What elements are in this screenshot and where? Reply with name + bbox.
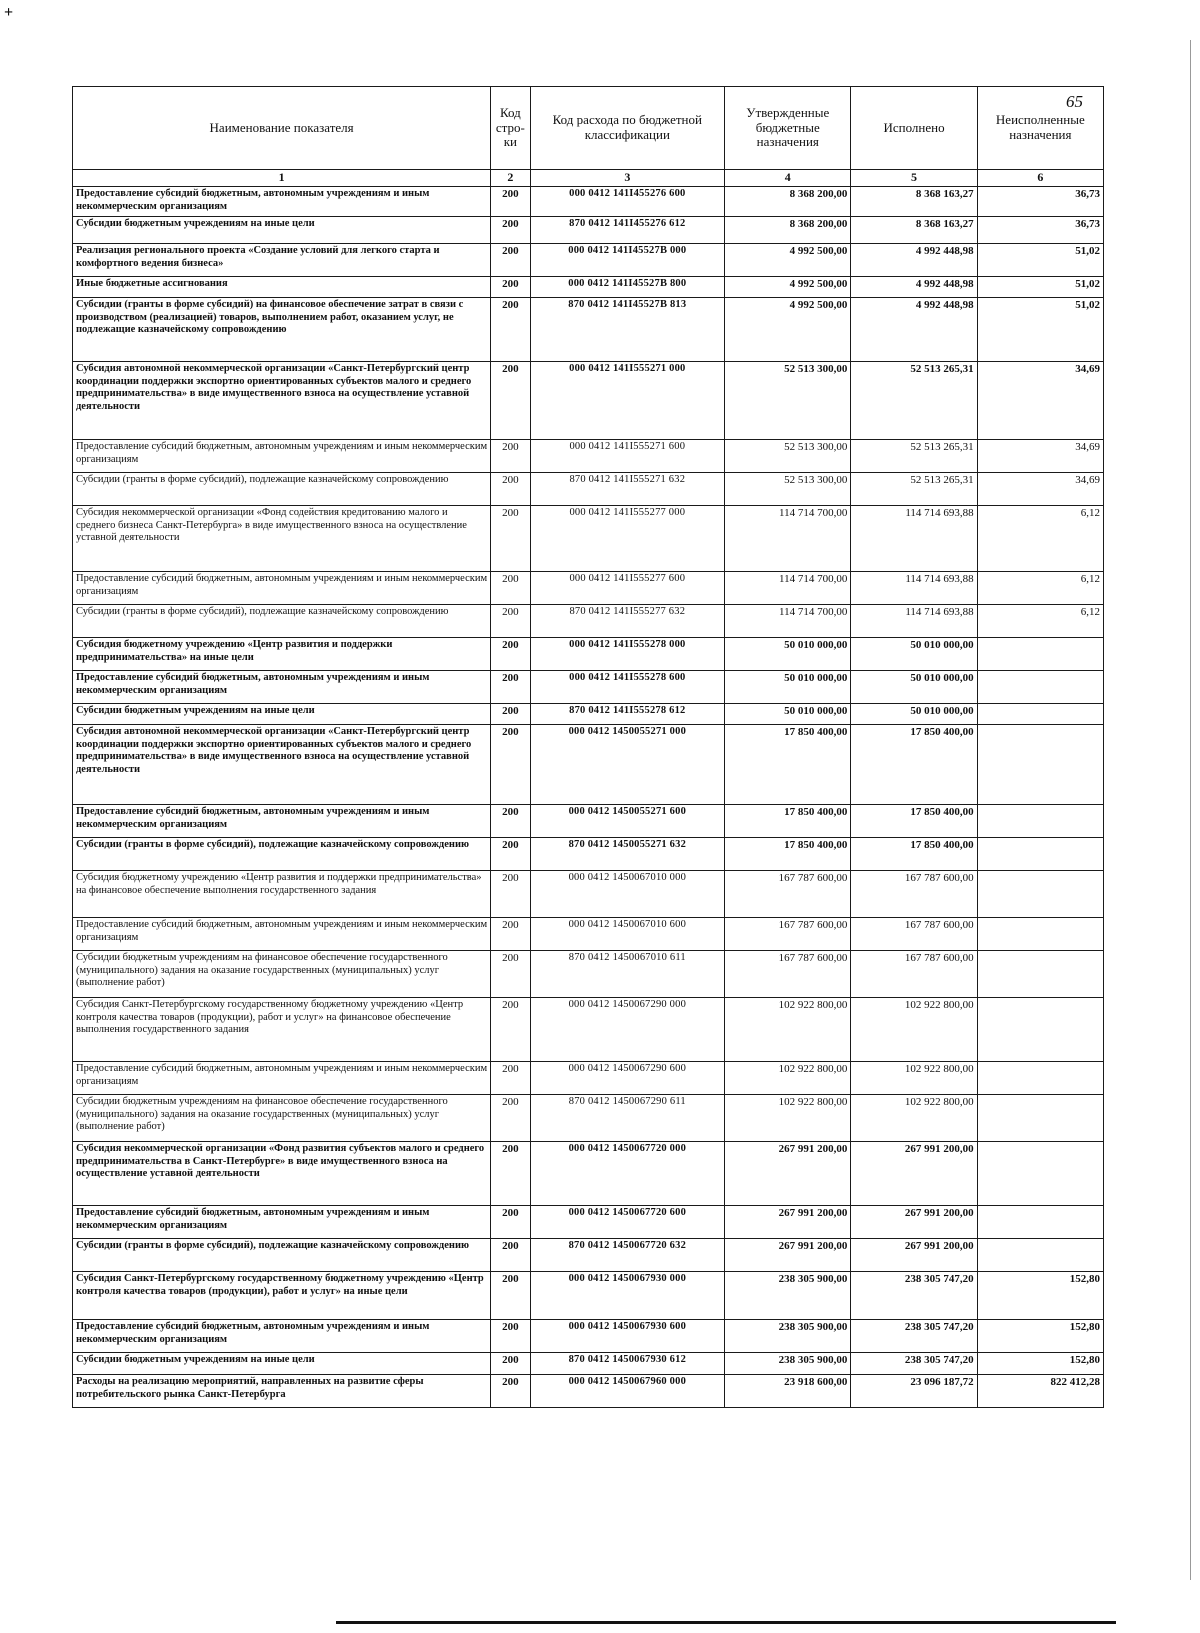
row-expense-code: 000 0412 1450055271 000 [530, 725, 725, 805]
budget-execution-table [72, 86, 1104, 1408]
row-executed: 267 991 200,00 [851, 1142, 977, 1206]
row-unexecuted [977, 951, 1103, 998]
table-row [73, 277, 1104, 298]
row-line-code: 200 [491, 605, 530, 638]
row-unexecuted [977, 1095, 1103, 1142]
row-unexecuted [977, 998, 1103, 1062]
row-unexecuted: 152,80 [977, 1272, 1103, 1320]
column-number: 3 [530, 170, 725, 187]
row-name: Субсидия Санкт-Петербургскому государственному бюджетному учреждению «Центр контроля качества товаров (продукции), работ и услуг» на иные цели [73, 1272, 491, 1320]
column-number: 1 [73, 170, 491, 187]
row-unexecuted [977, 1062, 1103, 1095]
row-line-code: 200 [491, 1320, 530, 1353]
row-executed: 114 714 693,88 [851, 605, 977, 638]
row-name: Субсидии бюджетным учреждениям на финансовое обеспечение государственного (муниципального) задания на оказание государственных (муниципальных) услуг (выполнение работ) [73, 951, 491, 998]
header-row [73, 87, 1104, 170]
row-executed: 114 714 693,88 [851, 506, 977, 572]
table-body [73, 187, 1104, 1408]
row-name: Субсидии бюджетным учреждениям на иные цели [73, 217, 491, 244]
row-unexecuted [977, 918, 1103, 951]
row-approved: 23 918 600,00 [725, 1375, 851, 1408]
row-expense-code: 000 0412 1450067720 600 [530, 1206, 725, 1239]
table-row [73, 998, 1104, 1062]
row-executed: 102 922 800,00 [851, 1095, 977, 1142]
row-name: Субсидии бюджетным учреждениям на финансовое обеспечение государственного (муниципального) задания на оказание государственных (муниципальных) услуг (выполнение работ) [73, 1095, 491, 1142]
row-unexecuted [977, 871, 1103, 918]
table-row [73, 1272, 1104, 1320]
row-approved: 238 305 900,00 [725, 1272, 851, 1320]
row-name: Субсидия Санкт-Петербургскому государственному бюджетному учреждению «Центр контроля качества товаров (продукции), работ и услуг» на финансовое обеспечение выполнения государственного задания [73, 998, 491, 1062]
row-line-code: 200 [491, 187, 530, 217]
row-name: Предоставление субсидий бюджетным, автономным учреждениям и иным некоммерческим организациям [73, 440, 491, 473]
row-executed: 4 992 448,98 [851, 277, 977, 298]
row-executed: 8 368 163,27 [851, 217, 977, 244]
row-name: Субсидии (гранты в форме субсидий) на финансовое обеспечение затрат в связи с производством (реализацией) товаров, выполнением работ, оказанием услуг, не подлежащие казначейскому сопровождению [73, 298, 491, 362]
row-expense-code: 000 0412 141I45527В 000 [530, 244, 725, 277]
row-expense-code: 000 0412 141I555277 000 [530, 506, 725, 572]
row-approved: 8 368 200,00 [725, 187, 851, 217]
row-approved: 4 992 500,00 [725, 244, 851, 277]
header-unexecuted: Неисполненные назначения [977, 87, 1103, 170]
row-approved: 17 850 400,00 [725, 725, 851, 805]
row-executed: 102 922 800,00 [851, 1062, 977, 1095]
table-row [73, 572, 1104, 605]
row-expense-code: 870 0412 141I555277 632 [530, 605, 725, 638]
row-executed: 50 010 000,00 [851, 704, 977, 725]
row-unexecuted: 34,69 [977, 362, 1103, 440]
table-row [73, 704, 1104, 725]
table-row [73, 1142, 1104, 1206]
row-approved: 267 991 200,00 [725, 1239, 851, 1272]
row-unexecuted: 6,12 [977, 605, 1103, 638]
row-executed: 23 096 187,72 [851, 1375, 977, 1408]
table-row [73, 244, 1104, 277]
row-line-code: 200 [491, 1353, 530, 1375]
row-unexecuted: 51,02 [977, 277, 1103, 298]
row-expense-code: 000 0412 1450067010 600 [530, 918, 725, 951]
row-line-code: 200 [491, 704, 530, 725]
row-unexecuted: 36,73 [977, 187, 1103, 217]
row-name: Предоставление субсидий бюджетным, автономным учреждениям и иным некоммерческим организациям [73, 805, 491, 838]
row-name: Реализация регионального проекта «Создание условий для легкого старта и комфортного ведения бизнеса» [73, 244, 491, 277]
table-row [73, 298, 1104, 362]
row-unexecuted [977, 704, 1103, 725]
row-executed: 50 010 000,00 [851, 638, 977, 671]
row-name: Субсидии бюджетным учреждениям на иные цели [73, 1353, 491, 1375]
row-name: Иные бюджетные ассигнования [73, 277, 491, 298]
row-line-code: 200 [491, 572, 530, 605]
row-approved: 52 513 300,00 [725, 473, 851, 506]
row-unexecuted [977, 725, 1103, 805]
row-approved: 4 992 500,00 [725, 277, 851, 298]
row-approved: 17 850 400,00 [725, 838, 851, 871]
row-expense-code: 000 0412 141I45527В 800 [530, 277, 725, 298]
page-number: 65 [1066, 92, 1083, 111]
row-executed: 238 305 747,20 [851, 1353, 977, 1375]
row-approved: 17 850 400,00 [725, 805, 851, 838]
row-unexecuted: 51,02 [977, 244, 1103, 277]
row-name: Субсидия автономной некоммерческой организации «Санкт-Петербургский центр координации поддержки экспортно ориентированных субъектов малого и среднего предпринимательства» в виде имущественного взноса на осуществление уставной деятельности [73, 362, 491, 440]
table-row [73, 187, 1104, 217]
row-name: Субсидия бюджетному учреждению «Центр развития и поддержки предпринимательства» на иные цели [73, 638, 491, 671]
row-executed: 167 787 600,00 [851, 871, 977, 918]
row-name: Предоставление субсидий бюджетным, автономным учреждениям и иным некоммерческим организациям [73, 1062, 491, 1095]
row-approved: 114 714 700,00 [725, 605, 851, 638]
row-line-code: 200 [491, 298, 530, 362]
row-line-code: 200 [491, 918, 530, 951]
row-line-code: 200 [491, 473, 530, 506]
row-executed: 267 991 200,00 [851, 1206, 977, 1239]
scan-bottom-line [336, 1621, 1116, 1624]
row-line-code: 200 [491, 506, 530, 572]
row-unexecuted: 822 412,28 [977, 1375, 1103, 1408]
table-row [73, 871, 1104, 918]
row-line-code: 200 [491, 1095, 530, 1142]
row-approved: 102 922 800,00 [725, 1095, 851, 1142]
row-line-code: 200 [491, 1272, 530, 1320]
row-expense-code: 870 0412 1450067930 612 [530, 1353, 725, 1375]
table-row [73, 1353, 1104, 1375]
row-approved: 114 714 700,00 [725, 506, 851, 572]
row-unexecuted [977, 671, 1103, 704]
table-row [73, 506, 1104, 572]
corner-mark: + [4, 4, 14, 21]
row-approved: 102 922 800,00 [725, 1062, 851, 1095]
row-executed: 267 991 200,00 [851, 1239, 977, 1272]
row-name: Субсидии (гранты в форме субсидий), подлежащие казначейскому сопровождению [73, 473, 491, 506]
row-name: Субсидии бюджетным учреждениям на иные цели [73, 704, 491, 725]
row-unexecuted: 34,69 [977, 473, 1103, 506]
row-line-code: 200 [491, 838, 530, 871]
row-unexecuted [977, 1142, 1103, 1206]
row-name: Субсидии (гранты в форме субсидий), подлежащие казначейскому сопровождению [73, 1239, 491, 1272]
row-line-code: 200 [491, 244, 530, 277]
row-name: Субсидия автономной некоммерческой организации «Санкт-Петербургский центр координации поддержки экспортно ориентированных субъектов малого и среднего предпринимательства» в виде имущественного взноса на осуществление уставной деятельности [73, 725, 491, 805]
row-expense-code: 870 0412 1450055271 632 [530, 838, 725, 871]
row-expense-code: 000 0412 141I455276 600 [530, 187, 725, 217]
row-expense-code: 000 0412 141I555278 000 [530, 638, 725, 671]
row-approved: 114 714 700,00 [725, 572, 851, 605]
row-unexecuted: 152,80 [977, 1320, 1103, 1353]
row-name: Предоставление субсидий бюджетным, автономным учреждениям и иным некоммерческим организациям [73, 918, 491, 951]
row-name: Предоставление субсидий бюджетным, автономным учреждениям и иным некоммерческим организациям [73, 187, 491, 217]
row-executed: 17 850 400,00 [851, 805, 977, 838]
row-line-code: 200 [491, 951, 530, 998]
row-unexecuted: 51,02 [977, 298, 1103, 362]
row-expense-code: 870 0412 141I555271 632 [530, 473, 725, 506]
row-expense-code: 000 0412 1450067290 000 [530, 998, 725, 1062]
table-row [73, 1239, 1104, 1272]
row-approved: 267 991 200,00 [725, 1206, 851, 1239]
table-row [73, 725, 1104, 805]
row-unexecuted [977, 805, 1103, 838]
row-name: Предоставление субсидий бюджетным, автономным учреждениям и иным некоммерческим организациям [73, 1320, 491, 1353]
row-executed: 167 787 600,00 [851, 918, 977, 951]
row-line-code: 200 [491, 440, 530, 473]
column-number: 4 [725, 170, 851, 187]
row-executed: 238 305 747,20 [851, 1272, 977, 1320]
row-line-code: 200 [491, 638, 530, 671]
row-unexecuted [977, 638, 1103, 671]
column-number-row [73, 170, 1104, 187]
row-line-code: 200 [491, 217, 530, 244]
row-approved: 167 787 600,00 [725, 918, 851, 951]
row-expense-code: 870 0412 141I555278 612 [530, 704, 725, 725]
row-executed: 17 850 400,00 [851, 838, 977, 871]
scan-edge-line [1190, 40, 1191, 1580]
row-line-code: 200 [491, 998, 530, 1062]
row-expense-code: 000 0412 1450067930 000 [530, 1272, 725, 1320]
row-name: Предоставление субсидий бюджетным, автономным учреждениям и иным некоммерческим организациям [73, 671, 491, 704]
row-executed: 52 513 265,31 [851, 440, 977, 473]
row-expense-code: 870 0412 1450067290 611 [530, 1095, 725, 1142]
row-expense-code: 870 0412 141I455276 612 [530, 217, 725, 244]
row-unexecuted: 34,69 [977, 440, 1103, 473]
row-line-code: 200 [491, 277, 530, 298]
table-row [73, 1062, 1104, 1095]
row-executed: 167 787 600,00 [851, 951, 977, 998]
row-expense-code: 000 0412 1450067960 000 [530, 1375, 725, 1408]
row-approved: 238 305 900,00 [725, 1353, 851, 1375]
row-approved: 238 305 900,00 [725, 1320, 851, 1353]
row-executed: 4 992 448,98 [851, 298, 977, 362]
row-approved: 167 787 600,00 [725, 871, 851, 918]
header-line-code: Код стро-ки [491, 87, 530, 170]
row-executed: 238 305 747,20 [851, 1320, 977, 1353]
row-executed: 114 714 693,88 [851, 572, 977, 605]
row-expense-code: 000 0412 1450067290 600 [530, 1062, 725, 1095]
row-expense-code: 000 0412 1450067720 000 [530, 1142, 725, 1206]
table-row [73, 1095, 1104, 1142]
row-executed: 4 992 448,98 [851, 244, 977, 277]
table-row [73, 805, 1104, 838]
column-number: 5 [851, 170, 977, 187]
row-expense-code: 000 0412 1450067930 600 [530, 1320, 725, 1353]
row-approved: 167 787 600,00 [725, 951, 851, 998]
row-name: Расходы на реализацию мероприятий, направленных на развитие сферы потребительского рынка Санкт-Петербурга [73, 1375, 491, 1408]
row-line-code: 200 [491, 1206, 530, 1239]
row-executed: 52 513 265,31 [851, 362, 977, 440]
row-approved: 52 513 300,00 [725, 440, 851, 473]
table-row [73, 1206, 1104, 1239]
row-executed: 50 010 000,00 [851, 671, 977, 704]
row-unexecuted: 36,73 [977, 217, 1103, 244]
row-name: Предоставление субсидий бюджетным, автономным учреждениям и иным некоммерческим организациям [73, 572, 491, 605]
row-expense-code: 000 0412 141I555271 600 [530, 440, 725, 473]
row-unexecuted: 6,12 [977, 572, 1103, 605]
row-expense-code: 870 0412 141I45527В 813 [530, 298, 725, 362]
row-name: Субсидия бюджетному учреждению «Центр развития и поддержки предпринимательства» на финансовое обеспечение выполнения государственного задания [73, 871, 491, 918]
row-approved: 50 010 000,00 [725, 704, 851, 725]
row-executed: 102 922 800,00 [851, 998, 977, 1062]
header-executed: Исполнено [851, 87, 977, 170]
row-name: Предоставление субсидий бюджетным, автономным учреждениям и иным некоммерческим организациям [73, 1206, 491, 1239]
row-approved: 8 368 200,00 [725, 217, 851, 244]
row-line-code: 200 [491, 362, 530, 440]
row-expense-code: 000 0412 141I555278 600 [530, 671, 725, 704]
row-unexecuted [977, 838, 1103, 871]
table-row [73, 362, 1104, 440]
row-name: Субсидии (гранты в форме субсидий), подлежащие казначейскому сопровождению [73, 838, 491, 871]
table-row [73, 1320, 1104, 1353]
row-line-code: 200 [491, 671, 530, 704]
row-line-code: 200 [491, 725, 530, 805]
table-row [73, 838, 1104, 871]
header-expense-code: Код расхода по бюджетной классификации [530, 87, 725, 170]
row-expense-code: 870 0412 1450067010 611 [530, 951, 725, 998]
row-executed: 52 513 265,31 [851, 473, 977, 506]
row-name: Субсидия некоммерческой организации «Фонд содействия кредитованию малого и среднего бизнеса Санкт-Петербурга» в виде имущественного взноса на осуществление уставной деятельности [73, 506, 491, 572]
row-expense-code: 000 0412 1450067010 000 [530, 871, 725, 918]
row-name: Субсидии (гранты в форме субсидий), подлежащие казначейскому сопровождению [73, 605, 491, 638]
row-approved: 4 992 500,00 [725, 298, 851, 362]
row-expense-code: 000 0412 141I555271 000 [530, 362, 725, 440]
row-executed: 8 368 163,27 [851, 187, 977, 217]
header-name: Наименование показателя [73, 87, 491, 170]
row-approved: 52 513 300,00 [725, 362, 851, 440]
table-row [73, 638, 1104, 671]
header-approved: Утвержденные бюджетные назначения [725, 87, 851, 170]
row-unexecuted [977, 1239, 1103, 1272]
row-line-code: 200 [491, 1375, 530, 1408]
table-row [73, 918, 1104, 951]
row-name: Субсидия некоммерческой организации «Фонд развития субъектов малого и среднего предпринимательства в Санкт-Петербурге» в виде имущественного взноса на осуществление уставной деятельности [73, 1142, 491, 1206]
row-approved: 267 991 200,00 [725, 1142, 851, 1206]
row-unexecuted: 152,80 [977, 1353, 1103, 1375]
row-line-code: 200 [491, 1239, 530, 1272]
row-line-code: 200 [491, 1062, 530, 1095]
row-line-code: 200 [491, 805, 530, 838]
table-row [73, 473, 1104, 506]
table-row [73, 671, 1104, 704]
row-approved: 50 010 000,00 [725, 671, 851, 704]
table-row [73, 217, 1104, 244]
column-number: 6 [977, 170, 1103, 187]
row-line-code: 200 [491, 1142, 530, 1206]
row-approved: 102 922 800,00 [725, 998, 851, 1062]
row-unexecuted [977, 1206, 1103, 1239]
column-number: 2 [491, 170, 530, 187]
row-expense-code: 000 0412 141I555277 600 [530, 572, 725, 605]
row-line-code: 200 [491, 871, 530, 918]
table-row [73, 440, 1104, 473]
row-expense-code: 000 0412 1450055271 600 [530, 805, 725, 838]
table-row [73, 1375, 1104, 1408]
table-row [73, 951, 1104, 998]
row-approved: 50 010 000,00 [725, 638, 851, 671]
row-executed: 17 850 400,00 [851, 725, 977, 805]
row-unexecuted: 6,12 [977, 506, 1103, 572]
row-expense-code: 870 0412 1450067720 632 [530, 1239, 725, 1272]
table-row [73, 605, 1104, 638]
